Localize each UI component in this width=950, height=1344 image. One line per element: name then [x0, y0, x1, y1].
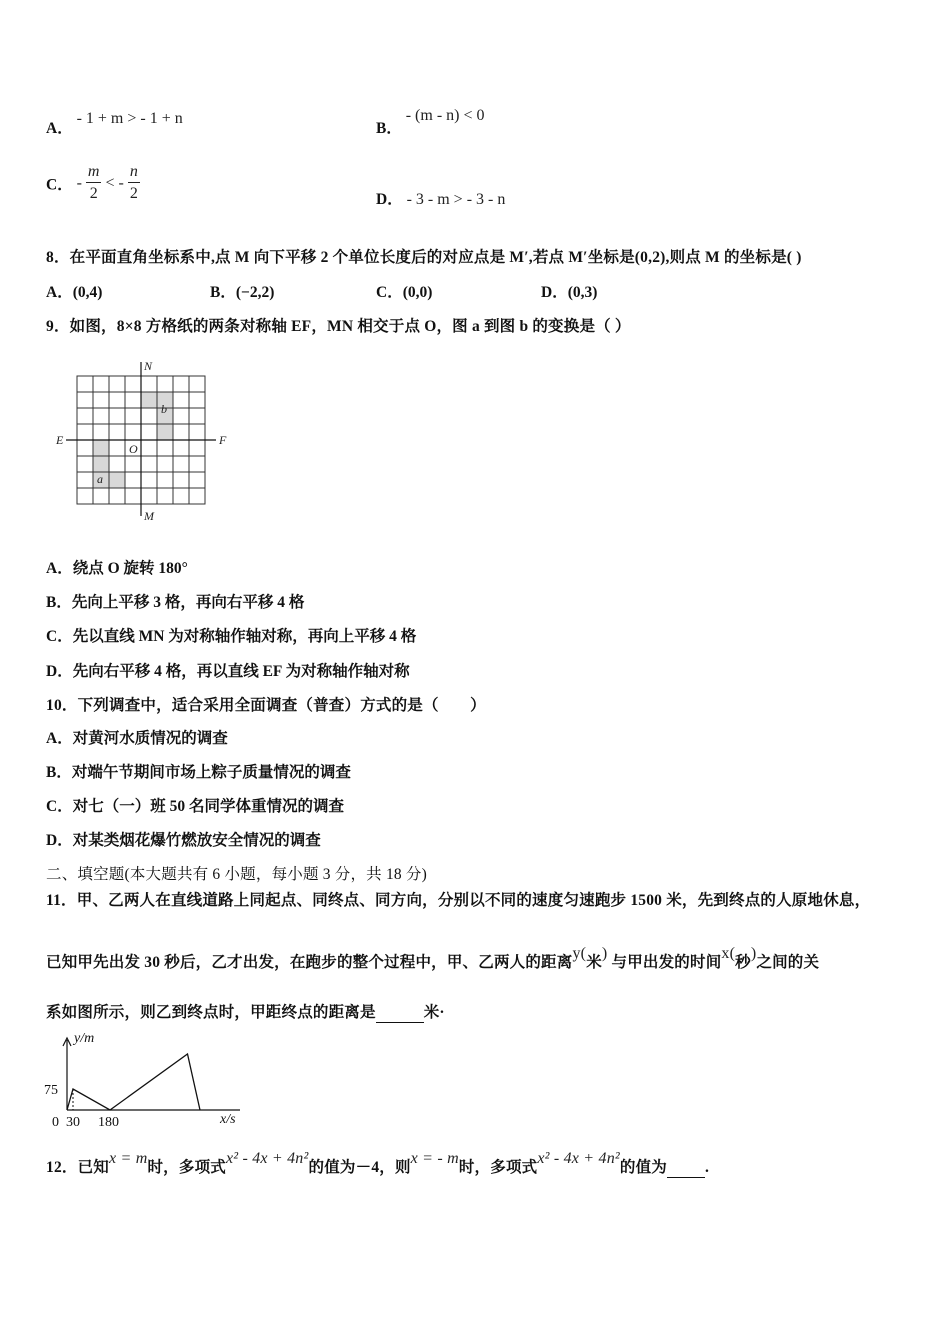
option-label: D． [376, 191, 403, 208]
option-label: A． [46, 120, 73, 137]
y-var: y [572, 945, 581, 962]
q12-a: 12．已知 [46, 1159, 110, 1176]
section-title: 二、填空题(本大题共有 6 小题，每小题 3 分，共 18 分) [46, 866, 427, 883]
numerator: n [129, 163, 138, 180]
answer-blank[interactable] [376, 1004, 424, 1023]
polynomial-1: x² - 4x + 4n² [225, 1150, 309, 1167]
q11-line2 [46, 945, 820, 972]
q11-line3 [46, 1000, 445, 1023]
option-expression: - (m - n) < 0 [405, 107, 485, 124]
q11-line2-a: 已知甲先出发 30 秒后，乙才出发，在跑步的整个过程中，甲、乙两人的距离 [46, 954, 573, 971]
label-e: E [56, 433, 64, 447]
distance-time-graph [40, 1030, 260, 1130]
label-b: b [161, 402, 167, 416]
q10-option-a[interactable]: A．对黄河水质情况的调查 [46, 730, 228, 747]
q9-option-b[interactable]: B．先向上平移 3 格，再向右平移 4 格 [46, 594, 305, 611]
q12-d: 时，多项式 [458, 1159, 538, 1176]
y-axis-label: y/m [74, 1031, 95, 1046]
option-expression: - 1 + m > - 1 + n [76, 110, 183, 127]
q10-option-c[interactable]: C．对七（一）班 50 名同学体重情况的调查 [46, 798, 344, 815]
q12-c: 的值为－4，则 [308, 1159, 411, 1176]
grid-figure [52, 356, 242, 524]
distance-series-line [67, 1054, 200, 1110]
y-unit: 米 [586, 954, 602, 971]
q9-text: 9．如图，8×8 方格纸的两条对称轴 EF，MN 相交于点 O，图 a 到图 b 的变换是（ ） [46, 318, 631, 335]
option-label: B． [376, 120, 402, 137]
denominator: 2 [129, 185, 138, 202]
y-tick-75: 75 [44, 1083, 58, 1098]
q10-option-d[interactable]: D．对某类烟花爆竹燃放安全情况的调查 [46, 832, 321, 849]
q7-option-c[interactable] [46, 162, 140, 205]
fraction [128, 162, 140, 205]
q12-end: . [705, 1159, 710, 1176]
q7-option-a[interactable] [46, 110, 183, 138]
label-a: a [97, 472, 103, 486]
q11-line2-c: 之间的关 [756, 954, 820, 971]
q11-line3-a: 系如图所示，则乙到终点时，甲距终点的距离是 [46, 1004, 376, 1021]
q8-option-d[interactable]: D．(0,3) [541, 284, 598, 301]
option-expression [76, 163, 140, 202]
option-label: C． [46, 176, 73, 194]
x-var: x [721, 945, 730, 962]
x-axis-label: x/s [220, 1112, 236, 1127]
q8-option-c[interactable]: C．(0,0) [376, 284, 433, 301]
condition-2: x = - m [410, 1150, 459, 1167]
polynomial-2: x² - 4x + 4n² [537, 1150, 620, 1167]
label-n: N [144, 359, 153, 373]
q7-option-b[interactable] [376, 107, 485, 138]
q10-option-b[interactable]: B．对端午节期间市场上粽子质量情况的调查 [46, 764, 351, 781]
q8-text: 8．在平面直角坐标系中,点 M 向下平移 2 个单位长度后的对应点是 M′,若点 M′坐标是(0,2),则点 M 的坐标是( ) [46, 249, 802, 266]
q11-line3-b: 米· [423, 1004, 445, 1021]
q7-option-d[interactable] [376, 187, 505, 209]
numerator: m [87, 163, 100, 180]
x-unit: 秒 [735, 954, 751, 971]
q12-text [46, 1150, 710, 1178]
q11-line1: 11．甲、乙两人在直线道路上同起点、同终点、同方向，分别以不同的速度匀速跑步 1500 米，先到终点的人原地休息， [46, 892, 871, 909]
paren-close: ) [750, 945, 757, 962]
q11-line2-b: 与甲出发的时间 [611, 954, 722, 971]
q12-e: 的值为 [619, 1159, 668, 1176]
label-o: O [129, 442, 138, 456]
x-variable: x( [721, 945, 736, 962]
q9-option-c[interactable]: C．先以直线 MN 为对称轴作轴对称，再向上平移 4 格 [46, 628, 417, 645]
q12-b: 时，多项式 [147, 1159, 226, 1176]
answer-blank[interactable] [667, 1159, 705, 1178]
paren-close: ) [601, 945, 608, 962]
minus-sign: - [76, 174, 82, 192]
x-tick-180: 180 [98, 1115, 119, 1130]
q9-option-a[interactable]: A．绕点 O 旋转 180° [46, 560, 188, 577]
x-tick-30: 30 [66, 1115, 80, 1130]
option-expression: - 3 - m > - 3 - n [406, 191, 506, 208]
denominator: 2 [89, 185, 98, 202]
x-tick-0: 0 [52, 1115, 59, 1130]
fraction [86, 162, 102, 205]
q10-text: 10．下列调查中，适合采用全面调查（普查）方式的是（ ） [46, 697, 486, 714]
comparison: < - [105, 174, 124, 192]
q8-option-b[interactable]: B．(−2,2) [210, 284, 275, 301]
label-m: M [144, 509, 154, 523]
y-variable: y( [572, 945, 587, 962]
q9-option-d[interactable]: D．先向右平移 4 格，再以直线 EF 为对称轴作轴对称 [46, 663, 410, 680]
condition-1: x = m [109, 1150, 148, 1167]
q8-option-a[interactable]: A．(0,4) [46, 284, 103, 301]
label-f: F [219, 433, 227, 447]
